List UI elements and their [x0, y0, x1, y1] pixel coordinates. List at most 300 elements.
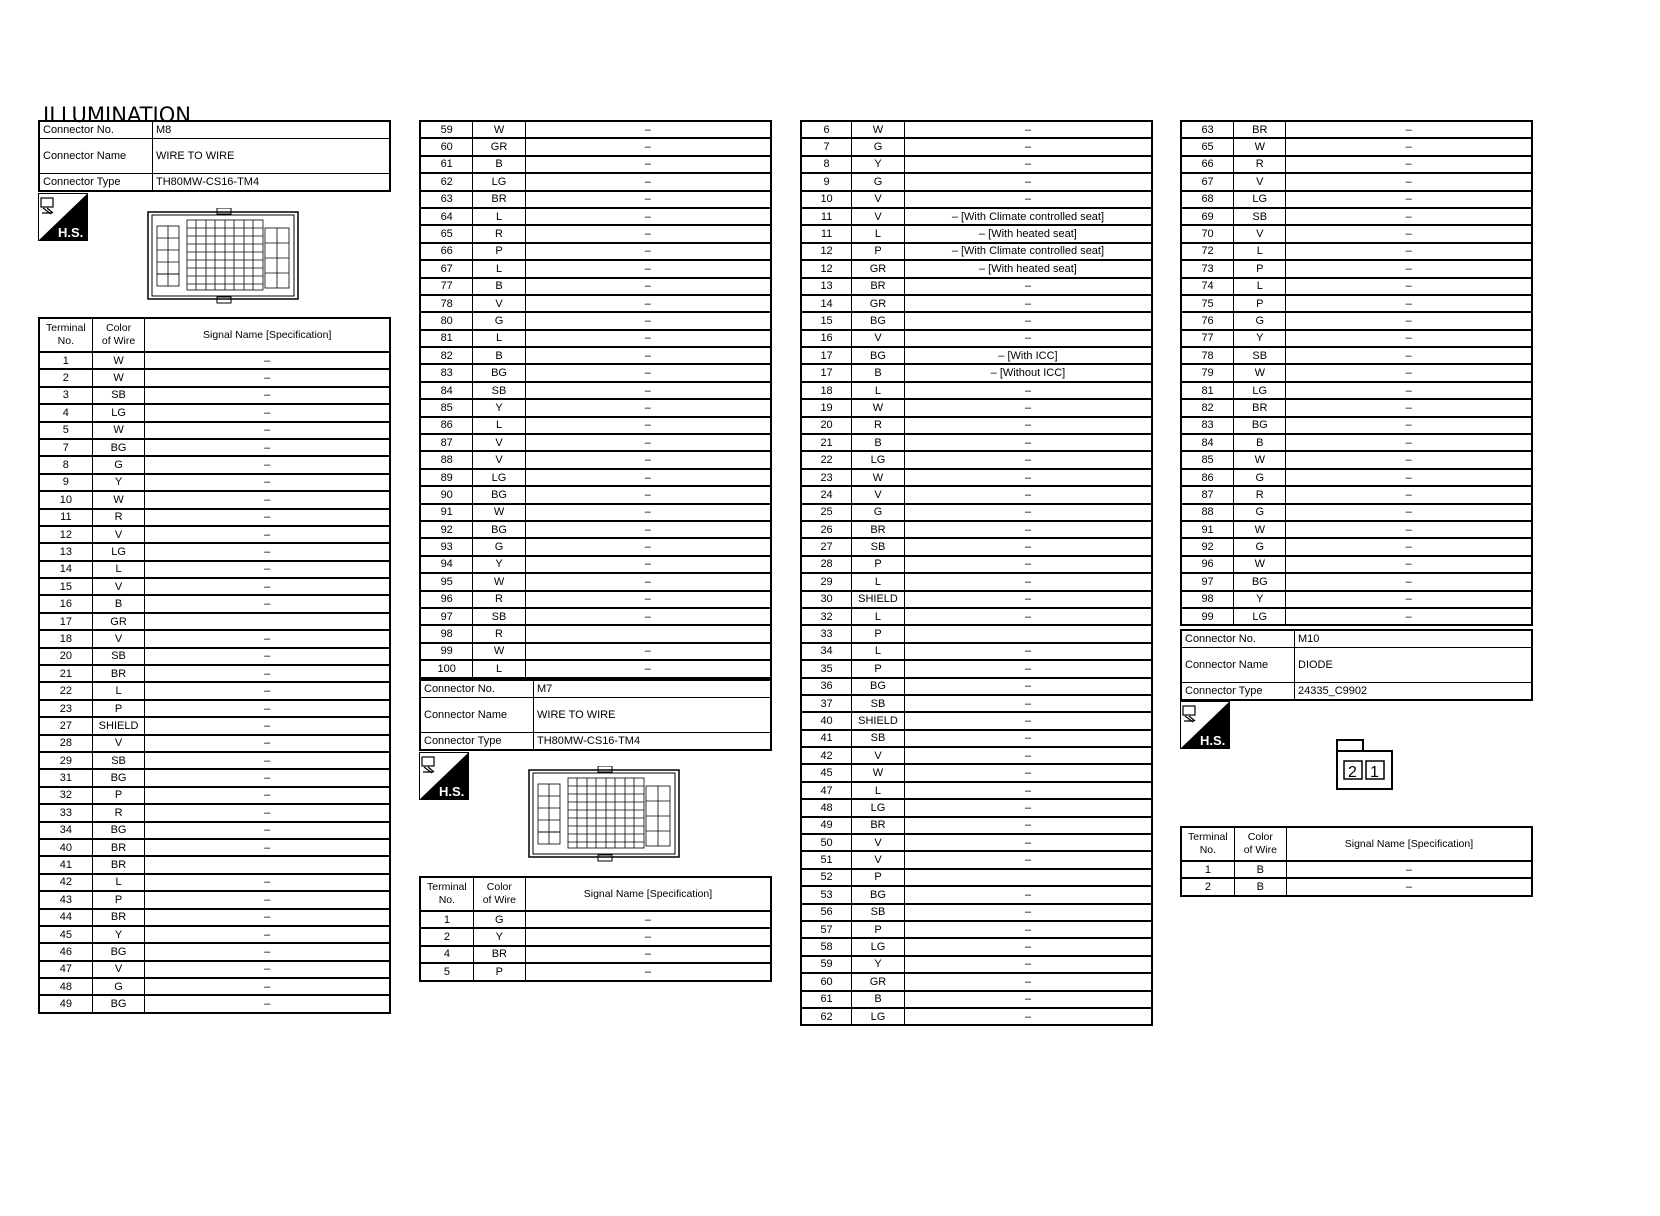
connector-no-value: M10 — [1295, 630, 1533, 648]
terminal-no-cell: 57 — [801, 921, 852, 938]
terminal-table-m10 — [1180, 826, 1533, 897]
wire-color-cell: P — [92, 700, 145, 717]
terminal-no-cell: 99 — [420, 643, 473, 660]
terminal-no-cell: 33 — [801, 625, 852, 642]
terminal-no-cell: 93 — [420, 538, 473, 555]
label-connector-type: Connector Type — [1181, 683, 1295, 701]
color-header — [473, 877, 525, 911]
table-row — [39, 700, 390, 717]
wire-color-cell: L — [852, 782, 905, 799]
table-row — [1181, 608, 1532, 625]
wire-color-cell: SB — [92, 648, 145, 665]
table-row — [39, 839, 390, 856]
signal-name-cell: – — [525, 191, 771, 208]
table-row — [801, 382, 1152, 399]
terminal-no-cell: 64 — [420, 208, 473, 225]
terminal-no-cell: 48 — [801, 799, 852, 816]
table-row — [801, 660, 1152, 677]
table-row — [801, 225, 1152, 242]
table-row — [420, 312, 771, 329]
table-row — [39, 543, 390, 560]
wire-color-cell: W — [473, 121, 525, 138]
wire-color-cell: V — [92, 526, 145, 543]
wire-color-cell: SHIELD — [852, 712, 905, 729]
wire-color-cell: Y — [1234, 591, 1286, 608]
wire-color-cell: L — [92, 682, 145, 699]
wire-color-cell: V — [92, 961, 145, 978]
wire-color-cell: B — [473, 278, 525, 295]
table-row — [420, 382, 771, 399]
wire-color-cell: LG — [852, 451, 905, 468]
table-row — [801, 851, 1152, 868]
wire-color-cell: G — [473, 312, 525, 329]
terminal-no-cell: 97 — [1181, 573, 1234, 590]
wire-color-cell: L — [473, 260, 525, 277]
wire-color-cell: BR — [1234, 121, 1286, 138]
wire-color-cell: P — [1234, 295, 1286, 312]
signal-name-cell: – — [1286, 295, 1532, 312]
terminal-no-cell: 13 — [39, 543, 92, 560]
terminal-no-cell: 50 — [801, 834, 852, 851]
wire-color-cell: V — [92, 735, 145, 752]
table-row — [420, 330, 771, 347]
signal-name-cell: – — [904, 295, 1152, 312]
wire-color-cell: SB — [473, 382, 525, 399]
table-row — [420, 538, 771, 555]
wire-color-cell: W — [1234, 364, 1286, 381]
terminal-no-cell: 3 — [39, 387, 92, 404]
table-row — [801, 956, 1152, 973]
wire-color-cell: BG — [852, 312, 905, 329]
signal-name-cell: – [With Climate controlled seat] — [904, 208, 1152, 225]
signal-name-cell: – — [525, 451, 771, 468]
signal-name-cell: – — [904, 643, 1152, 660]
wire-color-cell: L — [92, 561, 145, 578]
terminal-no-cell: 35 — [801, 660, 852, 677]
table-row — [420, 434, 771, 451]
terminal-no-cell: 32 — [39, 787, 92, 804]
wire-color-cell: W — [92, 422, 145, 439]
wire-color-cell: Y — [473, 556, 525, 573]
wire-color-cell: W — [852, 399, 905, 416]
wire-color-cell: W — [92, 352, 145, 369]
table-row — [39, 874, 390, 891]
label-connector-no: Connector No. — [420, 680, 534, 698]
signal-name-cell: – — [525, 643, 771, 660]
terminal-no-cell: 24 — [801, 486, 852, 503]
wire-color-cell: V — [92, 630, 145, 647]
color-header-line2: of Wire — [482, 894, 516, 906]
terminal-no-cell: 61 — [420, 156, 473, 173]
wire-color-cell: P — [92, 787, 145, 804]
color-header-line1: Color — [1247, 831, 1273, 843]
wire-color-cell: SB — [1234, 347, 1286, 364]
table-row — [420, 173, 771, 190]
signal-name-cell: – — [525, 521, 771, 538]
signal-name-cell: – — [145, 822, 390, 839]
wire-color-cell: W — [1234, 521, 1286, 538]
table-row — [39, 509, 390, 526]
signal-name-cell: – — [1286, 861, 1532, 878]
signal-name-cell: – — [1286, 608, 1532, 625]
signal-name-cell: – — [525, 556, 771, 573]
page-title: ILLUMINATION — [43, 103, 191, 127]
table-row — [801, 260, 1152, 277]
terminal-no-cell: 15 — [39, 578, 92, 595]
wire-color-cell: G — [1234, 504, 1286, 521]
signal-name-cell: – — [904, 991, 1152, 1008]
terminal-no-cell: 27 — [39, 717, 92, 734]
table-row — [420, 121, 771, 138]
wire-color-cell: R — [1234, 156, 1286, 173]
table-row — [801, 469, 1152, 486]
wire-color-cell: W — [473, 643, 525, 660]
table-row — [801, 712, 1152, 729]
terminal-no-cell: 11 — [801, 225, 852, 242]
wire-color-cell: BG — [852, 886, 905, 903]
signal-name-cell: – — [1286, 225, 1532, 242]
terminal-no-cell: 49 — [39, 995, 92, 1012]
wire-color-cell: V — [852, 834, 905, 851]
signal-name-cell: – — [1286, 573, 1532, 590]
table-row — [801, 364, 1152, 381]
table-row — [801, 591, 1152, 608]
wire-color-cell: LG — [92, 404, 145, 421]
terminal-no-cell: 72 — [1181, 243, 1234, 260]
terminal-no-cell: 73 — [1181, 260, 1234, 277]
hs-label: H.S. — [439, 784, 465, 799]
signal-name-cell: – — [525, 295, 771, 312]
wire-color-cell: GR — [473, 138, 525, 155]
terminal-no-cell: 17 — [39, 613, 92, 630]
signal-name-cell: – — [904, 799, 1152, 816]
table-row — [420, 208, 771, 225]
table-row — [1181, 260, 1532, 277]
signal-name-cell: – — [145, 630, 390, 647]
wire-color-cell: BR — [1234, 399, 1286, 416]
signal-name-cell: – — [904, 747, 1152, 764]
signal-name-cell: – — [904, 695, 1152, 712]
connector-name-value: DIODE — [1295, 648, 1533, 683]
terminal-no-cell: 78 — [1181, 347, 1234, 364]
table-row — [39, 474, 390, 491]
color-header — [92, 318, 145, 352]
connector-type-value: TH80MW-CS16-TM4 — [534, 733, 772, 751]
terminal-no-cell: 82 — [420, 347, 473, 364]
hs-label: H.S. — [58, 225, 84, 240]
table-row — [1181, 364, 1532, 381]
label-connector-name: Connector Name — [1181, 648, 1295, 683]
table-row — [801, 330, 1152, 347]
terminal-no-cell: 61 — [801, 991, 852, 1008]
signal-name-cell: – — [525, 660, 771, 677]
table-row — [39, 665, 390, 682]
terminal-no-cell: 47 — [39, 961, 92, 978]
terminal-no-cell: 80 — [420, 312, 473, 329]
connector-type-value: TH80MW-CS16-TM4 — [153, 174, 391, 192]
terminal-no-cell: 95 — [420, 573, 473, 590]
terminal-no-cell: 86 — [1181, 469, 1234, 486]
terminal-header-line1: Terminal — [46, 322, 86, 334]
signal-name-cell: – — [525, 504, 771, 521]
terminal-no-cell: 1 — [420, 911, 473, 928]
table-row — [1181, 469, 1532, 486]
terminal-no-cell: 4 — [420, 946, 473, 963]
connector-info-m8 — [38, 120, 391, 192]
wire-color-cell: P — [852, 625, 905, 642]
table-row — [801, 138, 1152, 155]
terminal-no-cell: 60 — [420, 138, 473, 155]
terminal-no-cell: 56 — [801, 904, 852, 921]
wire-color-cell: P — [852, 660, 905, 677]
wire-color-cell: P — [1234, 260, 1286, 277]
signal-name-cell: – — [525, 225, 771, 242]
signal-name-cell: – — [904, 399, 1152, 416]
table-row — [1181, 138, 1532, 155]
terminal-no-cell: 21 — [801, 434, 852, 451]
table-row — [420, 556, 771, 573]
terminal-no-cell: 42 — [801, 747, 852, 764]
table-row — [1181, 382, 1532, 399]
signal-name-cell — [904, 625, 1152, 642]
wire-color-cell: BR — [473, 191, 525, 208]
table-row — [420, 573, 771, 590]
terminal-no-cell: 12 — [801, 243, 852, 260]
wire-color-cell: LG — [1234, 191, 1286, 208]
terminal-table-m7-c — [800, 120, 1153, 1026]
terminal-no-cell: 23 — [39, 700, 92, 717]
table-row — [801, 312, 1152, 329]
wire-color-cell: V — [1234, 225, 1286, 242]
table-row — [801, 434, 1152, 451]
wire-color-cell: B — [473, 156, 525, 173]
terminal-no-cell: 25 — [801, 504, 852, 521]
wire-color-cell: V — [852, 747, 905, 764]
wire-color-cell: BG — [473, 521, 525, 538]
table-row — [801, 573, 1152, 590]
signal-name-cell: – — [525, 243, 771, 260]
wire-color-cell: BR — [92, 856, 145, 873]
table-row — [1181, 434, 1532, 451]
wire-color-cell: R — [92, 509, 145, 526]
color-header-line1: Color — [486, 881, 512, 893]
wire-color-cell: L — [473, 417, 525, 434]
signal-name-cell: – — [904, 486, 1152, 503]
terminal-no-cell: 82 — [1181, 399, 1234, 416]
terminal-no-cell: 59 — [801, 956, 852, 973]
signal-name-cell: – — [1286, 591, 1532, 608]
table-row — [801, 156, 1152, 173]
hs-label: H.S. — [1200, 733, 1226, 748]
signal-name-cell: – — [904, 573, 1152, 590]
terminal-no-cell: 45 — [39, 926, 92, 943]
signal-name-cell: – — [904, 591, 1152, 608]
terminal-table-m8-b — [419, 120, 772, 679]
table-row — [1181, 486, 1532, 503]
terminal-no-cell: 16 — [39, 595, 92, 612]
wire-color-cell: BG — [92, 439, 145, 456]
terminal-no-cell: 2 — [39, 369, 92, 386]
table-row — [801, 643, 1152, 660]
table-row — [801, 886, 1152, 903]
terminal-no-cell: 94 — [420, 556, 473, 573]
signal-name-cell: – — [904, 904, 1152, 921]
signal-name-cell: – — [904, 434, 1152, 451]
terminal-no-cell: 76 — [1181, 312, 1234, 329]
connector-no-value: M7 — [534, 680, 772, 698]
signal-name-cell: – — [525, 417, 771, 434]
wire-color-cell: BR — [852, 817, 905, 834]
terminal-no-cell: 29 — [39, 752, 92, 769]
wire-color-cell: BG — [92, 995, 145, 1012]
wire-color-cell: P — [852, 921, 905, 938]
signal-name-cell: – — [145, 961, 390, 978]
terminal-no-cell: 91 — [420, 504, 473, 521]
terminal-no-cell: 63 — [1181, 121, 1234, 138]
terminal-no-cell: 43 — [39, 891, 92, 908]
terminal-no-cell: 100 — [420, 660, 473, 677]
terminal-no-cell: 98 — [1181, 591, 1234, 608]
signal-name-cell: – — [145, 978, 390, 995]
table-row — [801, 782, 1152, 799]
wire-color-cell: B — [852, 364, 905, 381]
terminal-no-cell: 84 — [420, 382, 473, 399]
table-row — [1181, 573, 1532, 590]
table-row — [801, 730, 1152, 747]
table-row — [1181, 225, 1532, 242]
terminal-no-header — [39, 318, 92, 352]
signal-name-cell: – [With heated seat] — [904, 260, 1152, 277]
table-row — [1181, 451, 1532, 468]
table-row — [39, 717, 390, 734]
terminal-no-cell: 88 — [420, 451, 473, 468]
wire-color-cell: BG — [1234, 417, 1286, 434]
terminal-no-cell: 96 — [1181, 556, 1234, 573]
wire-color-cell: SB — [473, 608, 525, 625]
wire-color-cell: W — [92, 491, 145, 508]
terminal-no-cell: 52 — [801, 869, 852, 886]
signal-name-cell: – — [145, 404, 390, 421]
table-row — [801, 191, 1152, 208]
table-row — [1181, 347, 1532, 364]
wire-color-cell: R — [473, 625, 525, 642]
table-row — [39, 526, 390, 543]
table-row — [420, 260, 771, 277]
terminal-no-cell: 86 — [420, 417, 473, 434]
table-row — [39, 456, 390, 473]
table-row — [39, 769, 390, 786]
terminal-no-cell: 96 — [420, 591, 473, 608]
signal-name-cell: – — [145, 735, 390, 752]
wire-color-cell: V — [852, 208, 905, 225]
terminal-no-cell: 62 — [420, 173, 473, 190]
signal-name-cell: – — [145, 769, 390, 786]
wire-color-cell: W — [92, 369, 145, 386]
signal-name-cell: – — [525, 330, 771, 347]
wire-color-cell: B — [852, 434, 905, 451]
table-row — [420, 469, 771, 486]
wire-color-cell: W — [1234, 556, 1286, 573]
wire-color-cell: SB — [92, 752, 145, 769]
wire-color-cell: BG — [1234, 573, 1286, 590]
signal-name-cell: – — [145, 526, 390, 543]
signal-name-cell: – — [1286, 417, 1532, 434]
signal-name-cell: – — [904, 834, 1152, 851]
wire-color-cell: L — [1234, 243, 1286, 260]
wire-color-cell: V — [852, 851, 905, 868]
table-row — [801, 399, 1152, 416]
table-row — [420, 963, 771, 980]
signal-name-cell: – — [904, 451, 1152, 468]
terminal-no-cell: 18 — [39, 630, 92, 647]
table-row — [801, 938, 1152, 955]
signal-name-cell: – — [145, 787, 390, 804]
table-row — [801, 799, 1152, 816]
wire-color-cell: P — [852, 869, 905, 886]
terminal-no-cell: 75 — [1181, 295, 1234, 312]
signal-name-cell: – — [145, 752, 390, 769]
signal-name-cell: – — [145, 700, 390, 717]
terminal-no-cell: 32 — [801, 608, 852, 625]
terminal-no-cell: 30 — [801, 591, 852, 608]
wire-color-cell: BR — [92, 839, 145, 856]
terminal-no-cell: 98 — [420, 625, 473, 642]
table-row — [1181, 538, 1532, 555]
hs-icon — [38, 193, 88, 241]
wire-color-cell: G — [1234, 469, 1286, 486]
terminal-no-cell: 2 — [420, 928, 473, 945]
table-row — [39, 561, 390, 578]
wire-color-cell: Y — [852, 156, 905, 173]
table-row — [39, 891, 390, 908]
terminal-no-cell: 28 — [801, 556, 852, 573]
table-row — [420, 243, 771, 260]
terminal-header-line1: Terminal — [1188, 831, 1228, 843]
table-row — [420, 278, 771, 295]
connector-info-m10 — [1180, 629, 1533, 701]
wire-color-cell: BR — [92, 909, 145, 926]
terminal-header-line1: Terminal — [427, 881, 467, 893]
terminal-no-cell: 5 — [420, 963, 473, 980]
signal-name-cell: – — [904, 678, 1152, 695]
table-row — [420, 608, 771, 625]
signal-header: Signal Name [Specification] — [525, 877, 771, 911]
wire-color-cell: LG — [473, 469, 525, 486]
signal-name-cell: – — [1286, 486, 1532, 503]
signal-name-cell: – — [904, 1008, 1152, 1025]
signal-name-cell: – — [904, 973, 1152, 990]
table-row — [420, 625, 771, 642]
wire-color-cell: G — [852, 138, 905, 155]
terminal-no-cell: 74 — [1181, 278, 1234, 295]
terminal-no-cell: 15 — [801, 312, 852, 329]
terminal-no-cell: 65 — [1181, 138, 1234, 155]
terminal-no-cell: 67 — [1181, 173, 1234, 190]
wire-color-cell: G — [473, 911, 525, 928]
connector-face-m7 — [528, 766, 682, 862]
signal-name-cell: – — [904, 764, 1152, 781]
table-row — [801, 817, 1152, 834]
wire-color-cell: V — [473, 295, 525, 312]
signal-name-cell: – — [1286, 521, 1532, 538]
signal-name-cell: – — [525, 347, 771, 364]
connector-name-value: WIRE TO WIRE — [153, 139, 391, 174]
signal-name-cell: – — [145, 909, 390, 926]
table-row — [39, 578, 390, 595]
signal-name-cell — [145, 856, 390, 873]
signal-name-cell: – — [1286, 556, 1532, 573]
wire-color-cell: W — [1234, 451, 1286, 468]
